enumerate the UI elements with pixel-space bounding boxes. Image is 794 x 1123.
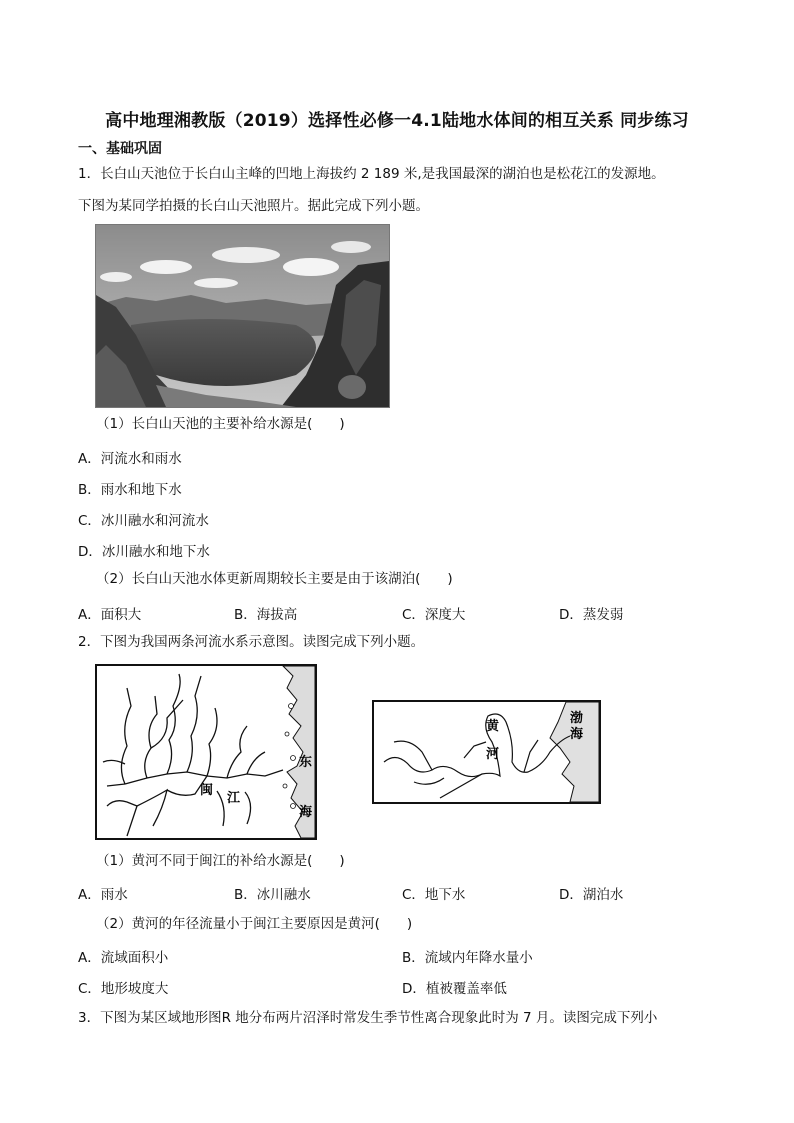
section-heading: 一、基础巩固 <box>78 141 162 157</box>
q1-stem-line2: 下图为某同学拍摄的长白山天池照片。据此完成下列小题。 <box>78 198 429 214</box>
q1-sub1-option-d[interactable]: D．冰川融水和地下水 <box>78 544 210 560</box>
tianchi-photo <box>95 224 390 408</box>
huanghe-drainage-diagram <box>374 702 599 802</box>
page-title: 高中地理湘教版（2019）选择性必修一4.1陆地水体间的相互关系 同步练习 <box>105 111 689 131</box>
q2-sub2-option-c[interactable]: C．地形坡度大 <box>78 981 169 997</box>
q1-sub1-option-b[interactable]: B．雨水和地下水 <box>78 482 182 498</box>
q1-stem-line1: 1．长白山天池位于长白山主峰的凹地上海拔约 2 189 米,是我国最深的湖泊也是松花江的发源地。 <box>78 166 665 182</box>
tianchi-photo-image <box>96 225 389 407</box>
minjiang-label-min: 闽 <box>200 783 214 798</box>
donghai-label-dong: 东 <box>299 755 313 770</box>
huanghe-river-map <box>372 700 601 804</box>
q2-sub1-option-d[interactable]: D．湖泊水 <box>559 887 624 903</box>
q2-sub2-option-d[interactable]: D．植被覆盖率低 <box>402 981 507 997</box>
q2-sub1-question: （1）黄河不同于闽江的补给水源是( ) <box>96 853 345 869</box>
q2-sub1-option-b[interactable]: B．冰川融水 <box>234 887 311 903</box>
bohai-label-bo: 渤 <box>570 711 584 726</box>
q2-sub2-question: （2）黄河的年径流量小于闽江主要原因是黄河( ) <box>96 916 413 932</box>
huanghe-label-huang: 黄 <box>486 719 500 734</box>
q2-stem: 2．下图为我国两条河流水系示意图。读图完成下列小题。 <box>78 634 425 650</box>
minjiang-drainage-diagram <box>97 666 315 838</box>
donghai-label-hai: 海 <box>299 805 313 820</box>
q2-sub1-option-c[interactable]: C．地下水 <box>402 887 466 903</box>
q2-sub2-option-b[interactable]: B．流域内年降水量小 <box>402 950 533 966</box>
bohai-label-hai: 海 <box>570 727 584 742</box>
q1-sub2-question: （2）长白山天池水体更新周期较长主要是由于该湖泊( ) <box>96 571 453 587</box>
huanghe-label-he: 河 <box>486 747 500 762</box>
q1-sub1-question: （1）长白山天池的主要补给水源是( ) <box>96 416 345 432</box>
q1-sub2-option-d[interactable]: D．蒸发弱 <box>559 607 624 623</box>
q1-sub1-option-c[interactable]: C．冰川融水和河流水 <box>78 513 209 529</box>
q1-sub2-option-b[interactable]: B．海拔高 <box>234 607 298 623</box>
q1-sub2-option-c[interactable]: C．深度大 <box>402 607 466 623</box>
minjiang-river-map <box>95 664 317 840</box>
minjiang-label-jiang: 江 <box>227 791 241 806</box>
q3-stem: 3．下图为某区域地形图R 地分布两片沼泽时常发生季节性离合现象此时为 7 月。读图完成下列小 <box>78 1010 658 1026</box>
q2-sub2-option-a[interactable]: A．流域面积小 <box>78 950 169 966</box>
q1-sub2-option-a[interactable]: A．面积大 <box>78 607 142 623</box>
q2-sub1-option-a[interactable]: A．雨水 <box>78 887 128 903</box>
q1-sub1-option-a[interactable]: A．河流水和雨水 <box>78 451 182 467</box>
